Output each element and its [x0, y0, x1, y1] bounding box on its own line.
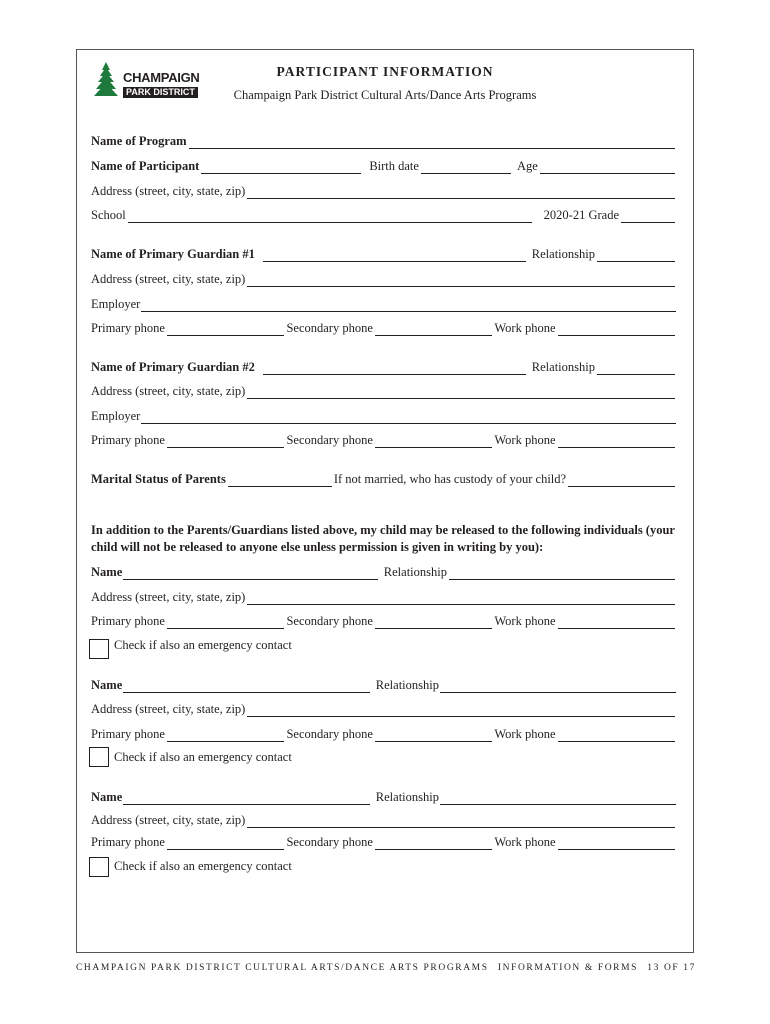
guardian2-row	[91, 357, 677, 375]
guardian1-address-field[interactable]	[247, 275, 675, 287]
guardian2-secondary-phone-field[interactable]	[375, 436, 492, 448]
age-field[interactable]	[540, 162, 675, 174]
release3-address-label: Address (street, city, state, zip)	[91, 813, 246, 827]
release2-name-row	[91, 675, 677, 693]
release3-emergency-label: Check if also an emergency contact	[114, 859, 292, 873]
address-label: Address (street, city, state, zip)	[91, 184, 246, 198]
page-title: PARTICIPANT INFORMATION	[276, 64, 494, 79]
release3-emergency-checkbox[interactable]	[89, 857, 109, 877]
guardian1-primary-phone-field[interactable]	[167, 324, 284, 336]
custody-field[interactable]	[568, 475, 675, 487]
marital-row	[91, 469, 677, 487]
release1-work-phone-field[interactable]	[558, 617, 675, 629]
release2-name-field[interactable]	[123, 681, 370, 693]
release-instructions: In addition to the Parents/Guardians listed above, my child may be released to the following individuals (your child will not be released to anyone else unless permission is given in writing by you):	[91, 523, 675, 554]
age-label: Age	[516, 159, 538, 173]
release2-address-label: Address (street, city, state, zip)	[91, 702, 246, 716]
release1-name-field[interactable]	[123, 568, 378, 580]
guardian1-work-phone-label: Work phone	[494, 321, 556, 335]
release3-name-label: Name	[91, 790, 123, 804]
release3-name-field[interactable]	[123, 793, 370, 805]
release3-address-field[interactable]	[247, 816, 675, 828]
release1-secondary-phone-label: Secondary phone	[286, 614, 373, 628]
guardian1-secondary-phone-label: Secondary phone	[286, 321, 373, 335]
release3-primary-phone-field[interactable]	[167, 838, 284, 850]
guardian1-primary-phone-label: Primary phone	[91, 321, 165, 335]
release2-work-phone-label: Work phone	[494, 727, 556, 741]
release2-relationship-label: Relationship	[375, 678, 439, 692]
guardian2-work-phone-label: Work phone	[494, 433, 556, 447]
guardian2-work-phone-field[interactable]	[558, 436, 675, 448]
school-field[interactable]	[128, 211, 532, 223]
program-label: Name of Program	[91, 134, 187, 148]
release3-relationship-label: Relationship	[375, 790, 439, 804]
release1-address-field[interactable]	[247, 593, 675, 605]
guardian2-name-field[interactable]	[263, 363, 526, 375]
release2-primary-phone-label: Primary phone	[91, 727, 165, 741]
release2-emergency-checkbox[interactable]	[89, 747, 109, 767]
guardian1-row	[91, 244, 677, 262]
logo-line2: PARK DISTRICT	[123, 87, 198, 98]
release1-address-label: Address (street, city, state, zip)	[91, 590, 246, 604]
participant-row	[91, 156, 677, 174]
release3-work-phone-label: Work phone	[494, 835, 556, 849]
marital-field[interactable]	[228, 475, 332, 487]
release1-address-row	[91, 587, 677, 605]
release3-work-phone-field[interactable]	[558, 838, 675, 850]
release2-relationship-field[interactable]	[440, 681, 676, 693]
release3-name-row	[91, 787, 677, 805]
release2-phone-row	[91, 724, 677, 742]
birth-label: Birth date	[369, 159, 419, 173]
footer-program-name: CHAMPAIGN PARK DISTRICT CULTURAL ARTS/DANCE ARTS PROGRAMS	[76, 963, 489, 973]
birth-field[interactable]	[421, 162, 511, 174]
release2-secondary-phone-label: Secondary phone	[286, 727, 373, 741]
guardian1-address-label: Address (street, city, state, zip)	[91, 272, 246, 286]
release3-secondary-phone-label: Secondary phone	[286, 835, 373, 849]
release3-primary-phone-label: Primary phone	[91, 835, 165, 849]
guardian2-employer-field[interactable]	[141, 412, 676, 424]
footer-page-number: 13 OF 17	[647, 963, 696, 973]
guardian2-relationship-field[interactable]	[597, 363, 675, 375]
release2-emergency-label: Check if also an emergency contact	[114, 750, 292, 764]
release2-primary-phone-field[interactable]	[167, 730, 284, 742]
guardian2-employer-label: Employer	[91, 409, 141, 423]
release3-secondary-phone-field[interactable]	[375, 838, 492, 850]
footer-section: INFORMATION & FORMS	[497, 963, 639, 973]
page-footer	[76, 963, 696, 973]
guardian2-address-label: Address (street, city, state, zip)	[91, 384, 246, 398]
release1-secondary-phone-field[interactable]	[375, 617, 492, 629]
tree-icon	[94, 62, 118, 98]
school-label: School	[91, 208, 126, 222]
release2-work-phone-field[interactable]	[558, 730, 675, 742]
release2-secondary-phone-field[interactable]	[375, 730, 492, 742]
custody-label: If not married, who has custody of your child?	[333, 472, 567, 486]
champaign-park-district-logo	[94, 62, 206, 100]
guardian1-relationship-field[interactable]	[597, 250, 675, 262]
logo-line1: CHAMPAIGN	[123, 70, 200, 85]
program-row	[91, 131, 677, 149]
guardian1-employer-label: Employer	[91, 297, 141, 311]
marital-label: Marital Status of Parents	[91, 472, 226, 486]
guardian2-address-field[interactable]	[247, 387, 675, 399]
release3-phone-row	[91, 832, 677, 850]
guardian2-primary-phone-field[interactable]	[167, 436, 284, 448]
release3-address-row	[91, 810, 677, 828]
guardian2-address-row	[91, 381, 677, 399]
guardian2-phone-row	[91, 430, 677, 448]
release2-address-row	[91, 699, 677, 717]
release1-name-label: Name	[91, 565, 123, 579]
guardian1-work-phone-field[interactable]	[558, 324, 675, 336]
guardian2-secondary-phone-label: Secondary phone	[286, 433, 373, 447]
guardian1-name-label: Name of Primary Guardian #1	[91, 247, 255, 261]
grade-field[interactable]	[621, 211, 675, 223]
release1-name-row	[91, 562, 677, 580]
release2-address-field[interactable]	[247, 705, 675, 717]
release1-primary-phone-label: Primary phone	[91, 614, 165, 628]
release1-work-phone-label: Work phone	[494, 614, 556, 628]
guardian1-employer-row	[91, 294, 677, 312]
guardian1-secondary-phone-field[interactable]	[375, 324, 492, 336]
guardian1-name-field[interactable]	[263, 250, 526, 262]
release1-primary-phone-field[interactable]	[167, 617, 284, 629]
program-field[interactable]	[189, 137, 675, 149]
guardian1-phone-row	[91, 318, 677, 336]
release1-emergency-label: Check if also an emergency contact	[114, 638, 292, 652]
release1-emergency-checkbox[interactable]	[89, 639, 109, 659]
guardian2-name-label: Name of Primary Guardian #2	[91, 360, 255, 374]
release2-name-label: Name	[91, 678, 123, 692]
school-row	[91, 205, 677, 223]
guardian1-address-row	[91, 269, 677, 287]
release1-relationship-field[interactable]	[449, 568, 675, 580]
guardian2-employer-row	[91, 406, 677, 424]
release1-phone-row	[91, 611, 677, 629]
release1-relationship-label: Relationship	[383, 565, 447, 579]
grade-label: 2020-21 Grade	[543, 208, 619, 222]
guardian2-relationship-label: Relationship	[531, 360, 595, 374]
participant-address-row	[91, 181, 677, 199]
participant-field[interactable]	[201, 162, 361, 174]
release3-relationship-field[interactable]	[440, 793, 676, 805]
address-field[interactable]	[247, 187, 675, 199]
guardian2-primary-phone-label: Primary phone	[91, 433, 165, 447]
guardian1-relationship-label: Relationship	[531, 247, 595, 261]
participant-label: Name of Participant	[91, 159, 200, 173]
guardian1-employer-field[interactable]	[141, 300, 676, 312]
page-subtitle: Champaign Park District Cultural Arts/Dance Arts Programs	[233, 88, 537, 102]
